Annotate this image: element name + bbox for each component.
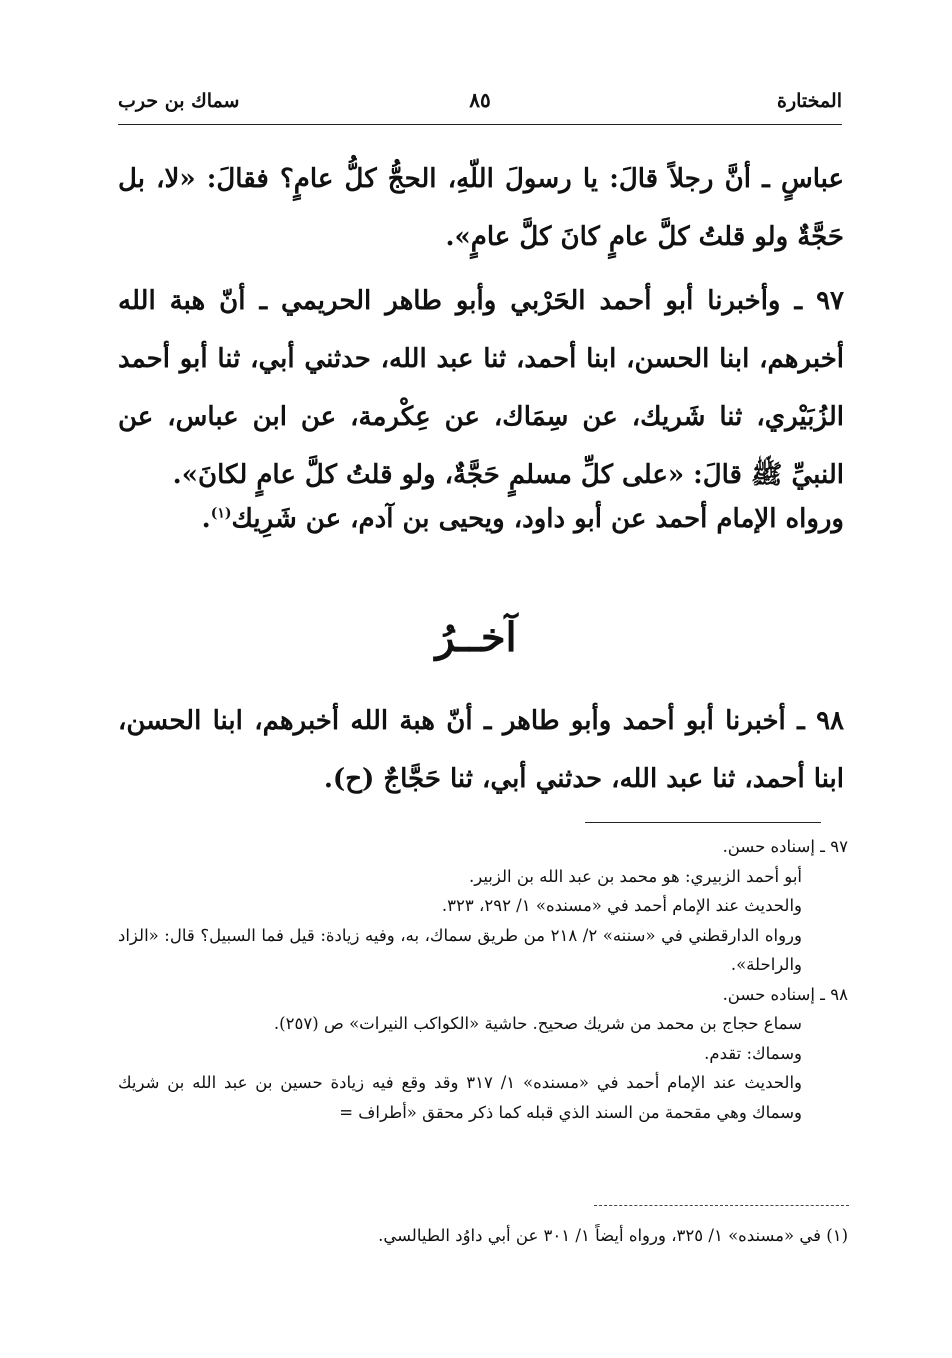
running-header xyxy=(118,86,842,125)
note-97-line-2: والحديث عند الإمام أحمد في «مسنده» ١/ ٢٩٢، ٣٢٣. xyxy=(441,896,802,915)
paragraph-riwaya-line xyxy=(118,490,844,548)
paragraph-riwaya-text: ورواه الإمام أحمد عن أبو داود، ويحيى بن آدم، عن شَرِيك xyxy=(231,504,844,534)
paragraph-98-text: ٩٨ ـ أخبرنا أبو أحمد وأبو طاهر ـ أنّ هبة الله أخبرهم، ابنا الحسن، ابنا أحمد، ثنا عبد الله، حدثني أبي، ثنا حَجَّاجٌ (ح). xyxy=(118,706,844,794)
page-number: ٨٥ xyxy=(469,88,491,112)
book-title: المختارة xyxy=(777,90,842,112)
paragraph-98 xyxy=(118,692,844,808)
note-98-heading: ٩٨ ـ إسناده حسن. xyxy=(722,984,848,1004)
section-heading: آخــرُ xyxy=(435,614,517,661)
note-97-line-3: ورواه الدارقطني في «سننه» ٢/ ٢١٨ من طريق سماك، به، وفيه زيادة: قيل فما السبيل؟ قال: «الزاد والراحلة». xyxy=(118,925,802,974)
footnote-1: (١) في «مسنده» ١/ ٣٢٥، ورواه أيضاً ١/ ٣٠١ عن أبي داوُد الطيالسي. xyxy=(378,1226,848,1245)
chapter-title: سماك بن حرب xyxy=(118,90,240,112)
note-98-line-3: والحديث عند الإمام أحمد في «مسنده» ١/ ٣١٧ وقد وقع فيه زيادة حسين بن عبد الله بن شريك وسماك وهي مقحمة من السند الذي قبله كما ذكر محقق «أطراف = xyxy=(118,1073,803,1122)
note-98-line-2: وسماك: تقدم. xyxy=(704,1043,802,1063)
note-97-line-1: أبو أحمد الزبيري: هو محمد بن عبد الله بن الزبير. xyxy=(468,866,802,886)
paragraph-97 xyxy=(118,272,844,504)
note-97-heading: ٩٧ ـ إسناده حسن. xyxy=(722,837,848,856)
paragraph-riwaya-end: . xyxy=(201,504,211,534)
commentary-notes xyxy=(118,832,848,1127)
paragraph-1-text: عباسٍ ـ أنَّ رجلاً قالَ: يا رسولَ اللّهِ، الحجُّ كلُّ عامٍ؟ فقالَ: «لا، بل حَجَّةٌ ولو قلتُ كلَّ عامٍ كانَ كلَّ عامٍ». xyxy=(118,164,844,252)
paragraph-1 xyxy=(118,150,844,266)
footnote-reference: (١) xyxy=(210,505,232,522)
paragraph-97-text: ٩٧ ـ وأخبرنا أبو أحمد الحَرْبي وأبو طاهر الحريمي ـ أنّ هبة الله أخبرهم، ابنا الحسن، ابنا أحمد، ثنا عبد الله، حدثني أبي، ثنا أبو أحمد الزُبَيْري، ثنا شَريك، عن سِمَاك، عن عِكْرمة، عن ابن عباس، عن النبيِّ ﷺ قالَ: «على كلِّ مسلمٍ حَجَّةٌ، ولو قلتُ كلَّ عامٍ لكانَ». xyxy=(118,286,844,490)
notes-separator xyxy=(585,822,821,823)
paragraph-riwaya xyxy=(118,490,844,548)
footnote-separator xyxy=(594,1205,849,1206)
note-98-line-1: سماع حجاج بن محمد من شريك صحيح. حاشية «الكواكب النيرات» ص (٢٥٧). xyxy=(273,1014,802,1033)
